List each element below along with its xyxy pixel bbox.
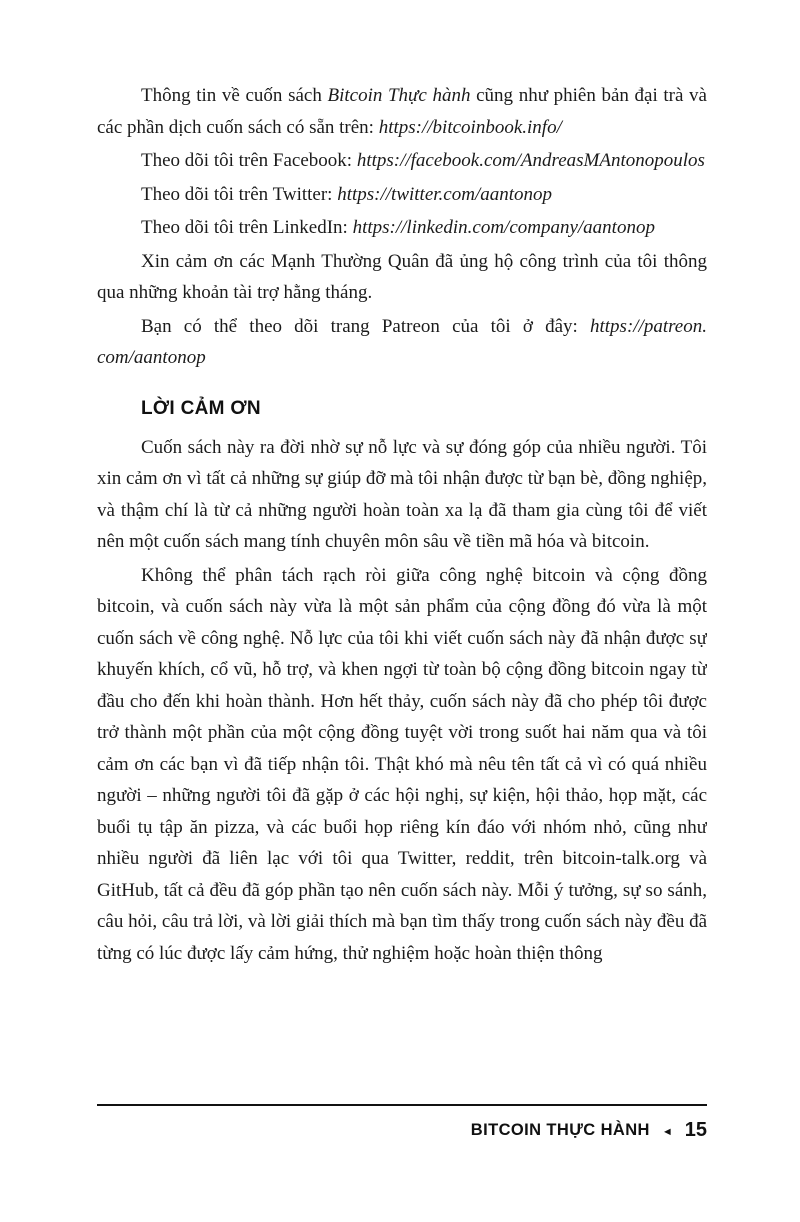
section-heading: LỜI CẢM ƠN <box>141 397 261 419</box>
text-segment: Theo dõi tôi trên Twitter: <box>141 183 338 205</box>
footer-line <box>97 1119 707 1142</box>
text-segment: Không thể phân tách rạch ròi giữa công nghệ bitcoin và cộng đồng bitcoin, và cuốn sách này vừa là một sản phẩm của cộng đồng đó vừa là một cuốn sách về công nghệ. Nỗ lực của tôi khi viết cuốn sách này đã nhận được sự khuyến khích, cổ vũ, hỗ trợ, và khen ngợi từ toàn bộ cộng đồng bitcoin ngay từ đầu cho đến khi hoàn thành. Hơn hết thảy, cuốn sách này đã cho phép tôi được trở thành một phần của một cộng đồng tuyệt vời trong suốt hai năm qua và tôi cảm ơn các bạn vì đã tiếp nhận tôi. Thật khó mà nêu tên tất cả vì có quá nhiều người – những người tôi đã gặp ở các hội nghị, sự kiện, hội thảo, họp mặt, các buổi tụ tập ăn pizza, và các buổi họp riêng kín đáo với nhóm nhỏ, cũng như nhiều người đã liên lạc với tôi qua Twitter, reddit, trên bitcoin-talk.org và GitHub, tất cả đều đã góp phần tạo nên cuốn sách này. Mỗi ý tưởng, sự so sánh, câu hỏi, câu trả lời, và lời giải thích mà bạn tìm thấy trong cuốn sách này đều đã từng có lúc được lấy cảm hứng, thử nghiệm hoặc hoàn thiện thông <box>97 564 707 964</box>
intro-section <box>97 80 707 374</box>
url-text: com/aantonop <box>97 347 206 368</box>
url-text: https://linkedin.com/company/aantonop <box>352 217 655 238</box>
url-text: AndreasMAntonopoulos <box>520 150 705 171</box>
footer-divider <box>97 1104 707 1106</box>
paragraph <box>97 432 707 558</box>
url-text: https://bitcoinbook.info/ <box>378 116 562 138</box>
paragraph <box>97 246 707 309</box>
url-text: https://patreon. <box>590 315 707 337</box>
text-segment: cũng như phiên bản đại trà và các phần dịch cuốn sách có sẵn trên: <box>97 85 707 138</box>
page-footer <box>97 1104 707 1142</box>
paragraph <box>97 80 707 143</box>
footer-book-title: BITCOIN THỰC HÀNH <box>470 1121 650 1139</box>
text-segment: Cuốn sách này ra đời nhờ sự nỗ lực và sự đóng góp của nhiều người. Tôi xin cảm ơn vì tất cả những sự giúp đỡ mà tôi nhận được từ bạn bè, đồng nghiệp, và thậm chí là từ cả những người hoàn toàn xa lạ đã tham gia cùng tôi để viết nên một cuốn sách mang tính chuyên môn sâu về tiền mã hóa và bitcoin. <box>97 436 707 552</box>
text-segment: Theo dõi tôi trên Facebook: <box>141 150 357 171</box>
left-arrow-icon: ◄ <box>661 1125 673 1138</box>
text-segment: Bạn có thể theo dõi trang Patreon của tôi ở đây: <box>141 315 590 337</box>
text-segment: Xin cảm ơn các Mạnh Thường Quân đã ủng hộ công trình của tôi thông qua những khoản tài trợ hằng tháng. <box>97 250 707 303</box>
paragraph <box>97 311 707 374</box>
text-segment: Theo dõi tôi trên LinkedIn: <box>141 217 353 238</box>
paragraph <box>97 212 707 244</box>
footer-page-number: 15 <box>684 1119 707 1141</box>
page-content <box>97 80 707 1092</box>
url-text: Bitcoin Thực hành <box>327 85 471 106</box>
paragraph <box>97 179 707 211</box>
body-section <box>97 432 707 970</box>
url-text: https://twitter.com/aantonop <box>337 183 553 205</box>
text-segment: Thông tin về cuốn sách <box>141 85 328 106</box>
paragraph <box>97 560 707 970</box>
paragraph <box>97 145 707 177</box>
url-text: https://facebook.com/ <box>356 150 521 171</box>
